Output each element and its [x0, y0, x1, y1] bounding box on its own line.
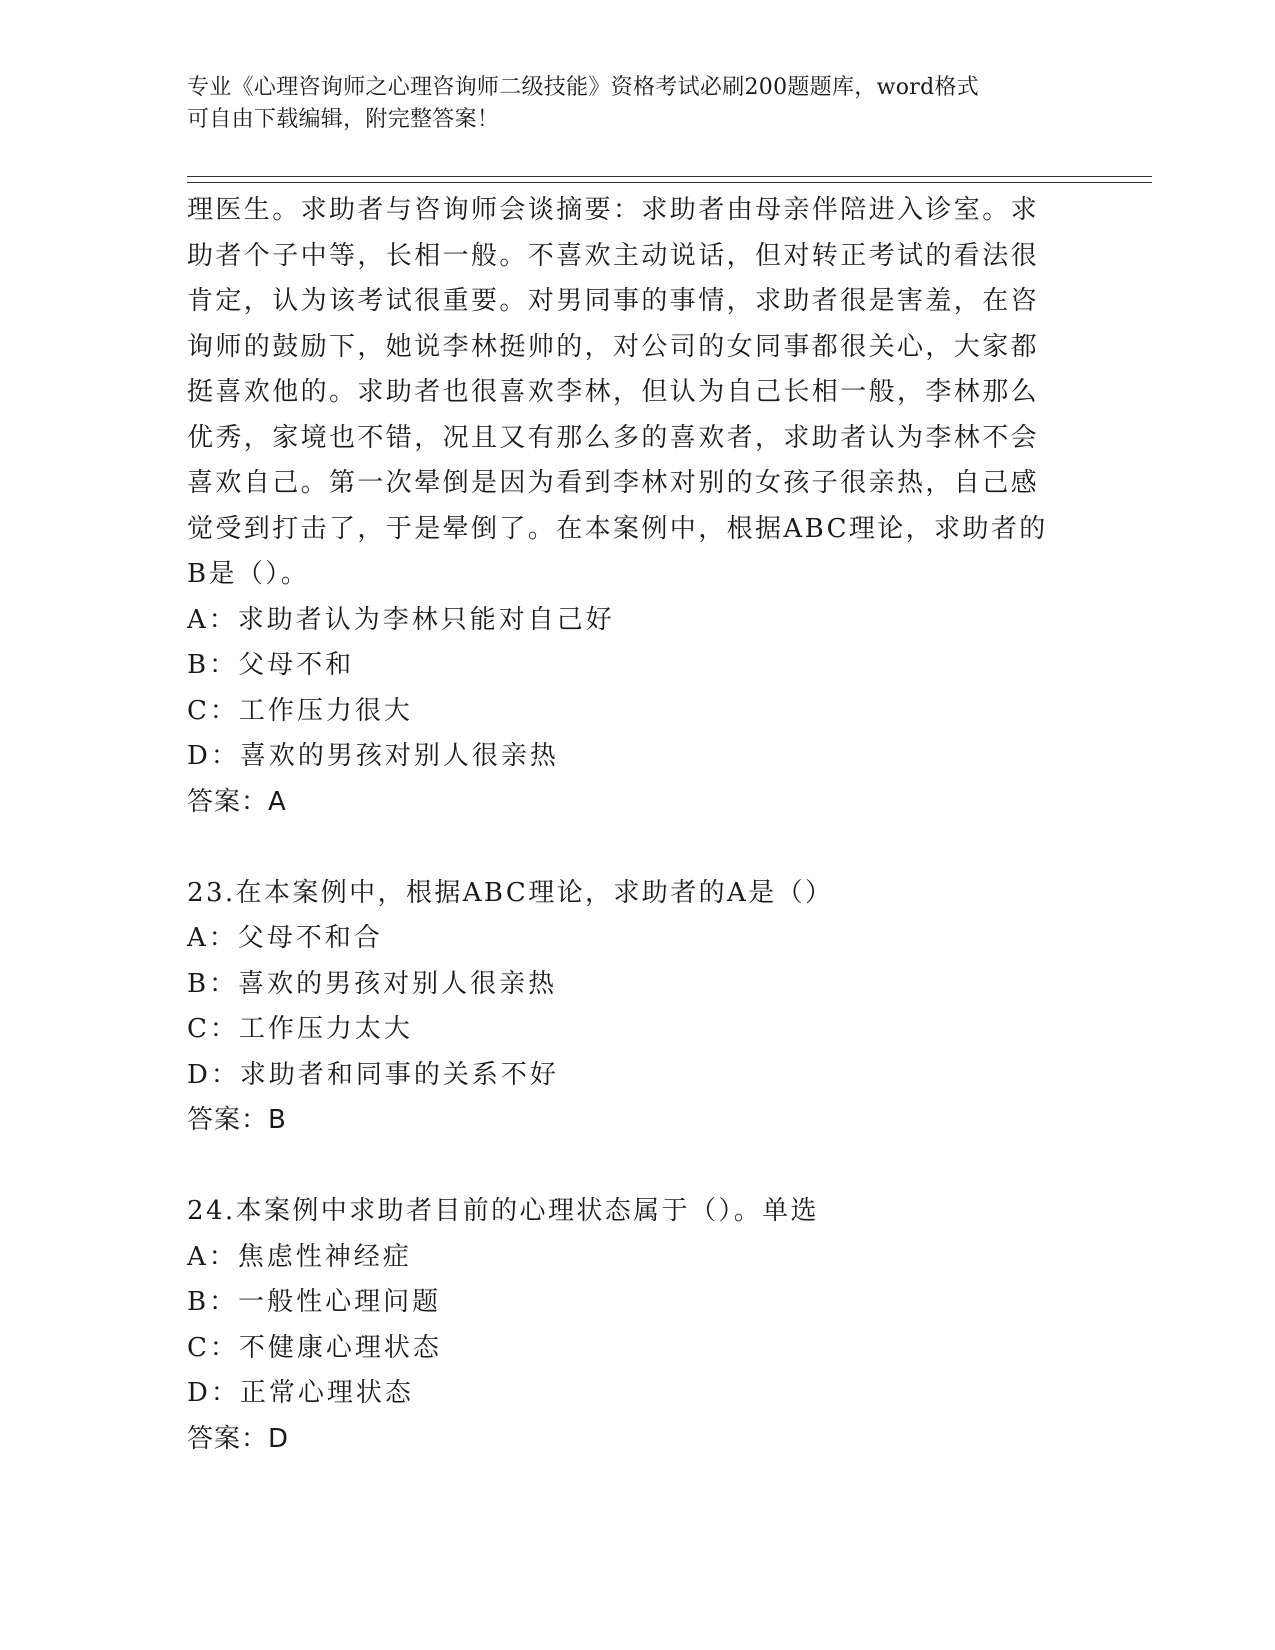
option-b: B：一般性心理问题 [187, 1287, 442, 1317]
spacer [187, 1144, 1067, 1190]
header-line-2: 可自由下载编辑，附完整答案！ [187, 107, 500, 132]
question-stem: 24.本案例中求助者目前的心理状态属于（）。单选 [187, 1196, 819, 1226]
answer-line: 答案：A [187, 786, 287, 817]
question-stem-line: 助者个子中等，长相一般。不喜欢主动说话，但对转正考试的看法很 [187, 240, 1040, 271]
option-a: A：父母不和合 [187, 923, 383, 953]
question-stem: 23.在本案例中，根据ABC理论，求助者的A是（） [187, 877, 834, 908]
spacer [187, 825, 1067, 871]
header-divider-thick [187, 182, 1152, 183]
option-c: C：不健康心理状态 [187, 1332, 442, 1363]
question-stem-line: 理医生。求助者与咨询师会谈摘要：求助者由母亲伴陪进入诊室。求 [187, 195, 1040, 225]
question-stem-line: 肯定，认为该考试很重要。对男同事的事情，求助者很是害羞，在咨 [187, 286, 1040, 316]
question-stem-line: 喜欢自己。第一次晕倒是因为看到李林对别的女孩子很亲热，自己感 [187, 468, 1040, 498]
question-stem-line: 优秀，家境也不错，况且又有那么多的喜欢者，求助者认为李林不会 [187, 422, 1040, 453]
option-c: C：工作压力很大 [187, 695, 413, 726]
header-line-1: 专业《心理咨询师之心理咨询师二级技能》资格考试必刷200题题库，word格式 [187, 75, 980, 100]
option-d: D：喜欢的男孩对别人很亲热 [187, 741, 559, 771]
answer-line: 答案：B [187, 1105, 287, 1135]
page-header [187, 72, 1067, 136]
question-stem-line: B是（）。 [187, 559, 310, 589]
question-23 [187, 871, 1067, 1144]
option-d: D：求助者和同事的关系不好 [187, 1059, 559, 1090]
option-a: A：焦虑性神经症 [187, 1241, 412, 1272]
document-body [187, 188, 1067, 1462]
header-divider-thin [187, 176, 1152, 177]
option-c: C：工作压力太大 [187, 1014, 413, 1044]
option-d: D：正常心理状态 [187, 1378, 414, 1408]
option-a: A：求助者认为李林只能对自己好 [187, 604, 615, 635]
question-24 [187, 1189, 1067, 1462]
question-stem-line: 询师的鼓励下，她说李林挺帅的，对公司的女同事都很关心，大家都 [187, 331, 1040, 362]
question-22 [187, 188, 1067, 825]
question-stem-line: 觉受到打击了，于是晕倒了。在本案例中，根据ABC理论，求助者的 [187, 513, 1048, 544]
option-b: B：喜欢的男孩对别人很亲热 [187, 968, 558, 999]
question-stem-line: 挺喜欢他的。求助者也很喜欢李林，但认为自己长相一般，李林那么 [187, 377, 1040, 407]
option-b: B：父母不和 [187, 650, 355, 680]
answer-line: 答案：D [187, 1423, 290, 1454]
